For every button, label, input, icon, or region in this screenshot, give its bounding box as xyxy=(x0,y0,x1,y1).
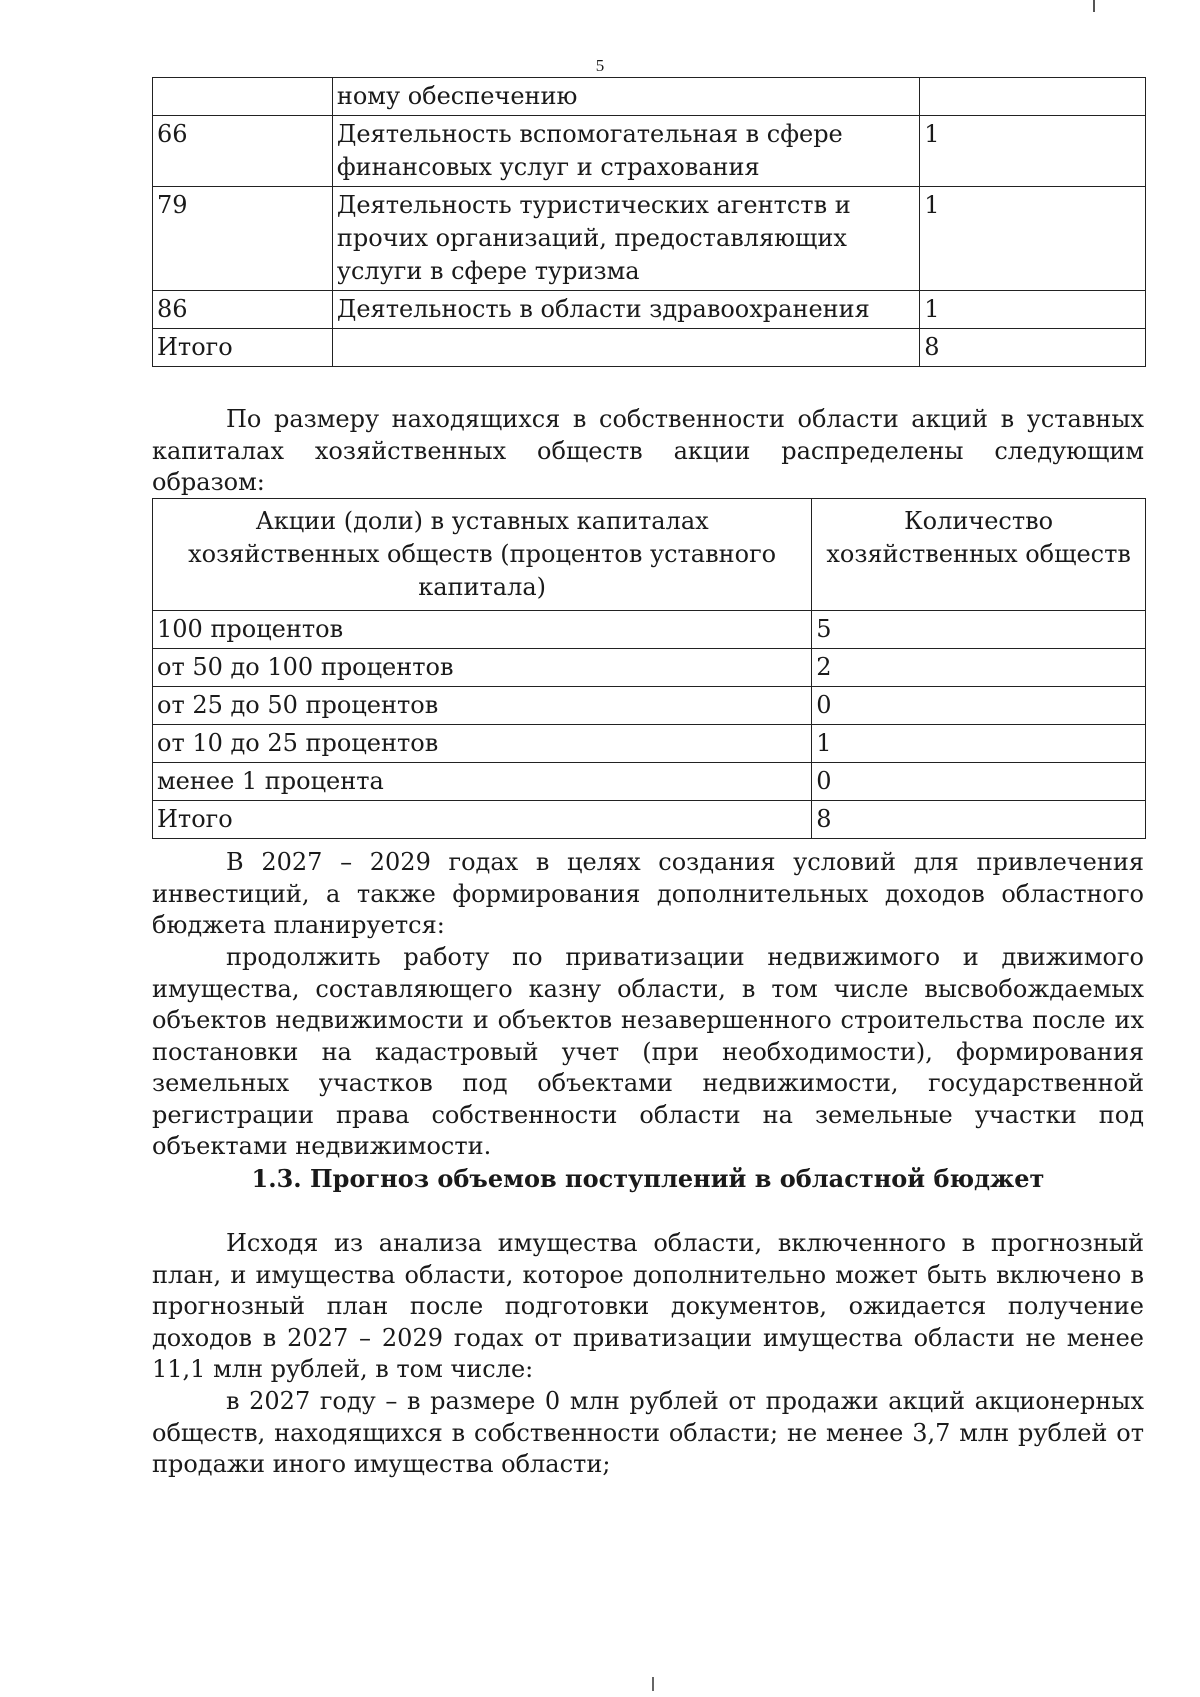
table-row xyxy=(153,187,1146,291)
company-count: 0 xyxy=(812,763,1146,801)
header-share: Акции (доли) в уставных капиталах хозяйственных обществ (процентов уставного капитала) xyxy=(153,499,812,611)
section-heading: 1.3. Прогноз объемов поступлений в областной бюджет xyxy=(251,1164,1045,1193)
share-range: менее 1 процента xyxy=(153,763,812,801)
table-row-total xyxy=(153,329,1146,367)
activity-count xyxy=(920,78,1146,116)
table-row-total xyxy=(153,801,1146,839)
table-row xyxy=(153,78,1146,116)
total-count: 8 xyxy=(920,329,1146,367)
table-row xyxy=(153,611,1146,649)
table-row xyxy=(153,687,1146,725)
total-count: 8 xyxy=(812,801,1146,839)
table-row xyxy=(153,725,1146,763)
total-label: Итого xyxy=(153,801,812,839)
table-row xyxy=(153,291,1146,329)
total-label: Итого xyxy=(153,329,333,367)
company-count: 0 xyxy=(812,687,1146,725)
activity-name: Деятельность вспомогательная в сфере финансовых услуг и страхования xyxy=(332,116,919,187)
plans-paragraph: В 2027 – 2029 годах в целях создания условий для привлечения инвестиций, а также формирования дополнительных доходов областного бюджета планируется: xyxy=(152,848,1144,939)
activity-count: 1 xyxy=(920,291,1146,329)
activity-code: 79 xyxy=(153,187,333,291)
share-range: от 50 до 100 процентов xyxy=(153,649,812,687)
company-count: 1 xyxy=(812,725,1146,763)
table-row xyxy=(153,116,1146,187)
scan-mark-top xyxy=(1093,0,1095,12)
table-header-row xyxy=(153,499,1146,611)
activity-table xyxy=(152,77,1146,367)
privatization-paragraph: продолжить работу по приватизации недвижимого и движимого имущества, составляющего казну области, в том числе высвобождаемых объектов недвижимости и объектов незавершенного строительства после их постановки на кадастровый учет (при необходимости), формирования земельных участков под объектами недвижимости, государственной регистрации права собственности области на земельные участки под объектами недвижимости. xyxy=(152,943,1144,1160)
page-number: 5 xyxy=(595,56,605,75)
share-range: от 10 до 25 процентов xyxy=(153,725,812,763)
company-count: 5 xyxy=(812,611,1146,649)
shares-table xyxy=(152,498,1146,839)
header-count: Количество хозяйственных обществ xyxy=(812,499,1146,611)
activity-name: Деятельность туристических агентств и прочих организаций, предоставляющих услуги в сфере туризма xyxy=(332,187,919,291)
activity-name: Деятельность в области здравоохранения xyxy=(332,291,919,329)
table-row xyxy=(153,649,1146,687)
activity-count: 1 xyxy=(920,116,1146,187)
activity-code: 66 xyxy=(153,116,333,187)
shares-intro-paragraph: По размеру находящихся в собственности области акций в уставных капиталах хозяйственных обществ акции распределены следующим образом: xyxy=(152,405,1144,496)
company-count: 2 xyxy=(812,649,1146,687)
share-range: 100 процентов xyxy=(153,611,812,649)
revenue-2027-paragraph: в 2027 году – в размере 0 млн рублей от продажи акций акционерных обществ, находящихся в собственности области; не менее 3,7 млн рублей от продажи иного имущества области; xyxy=(152,1387,1144,1478)
activity-count: 1 xyxy=(920,187,1146,291)
scan-mark-bottom xyxy=(652,1677,654,1691)
revenue-forecast-paragraph: Исходя из анализа имущества области, включенного в прогнозный план, и имущества области, которое дополнительно может быть включено в прогнозный план после подготовки документов, ожидается получение доходов в 2027 – 2029 годах от приватизации имущества области не менее 11,1 млн рублей, в том числе: xyxy=(152,1229,1144,1383)
activity-name xyxy=(332,329,919,367)
activity-name: ному обеспечению xyxy=(332,78,919,116)
table-row xyxy=(153,763,1146,801)
activity-code: 86 xyxy=(153,291,333,329)
share-range: от 25 до 50 процентов xyxy=(153,687,812,725)
activity-code xyxy=(153,78,333,116)
